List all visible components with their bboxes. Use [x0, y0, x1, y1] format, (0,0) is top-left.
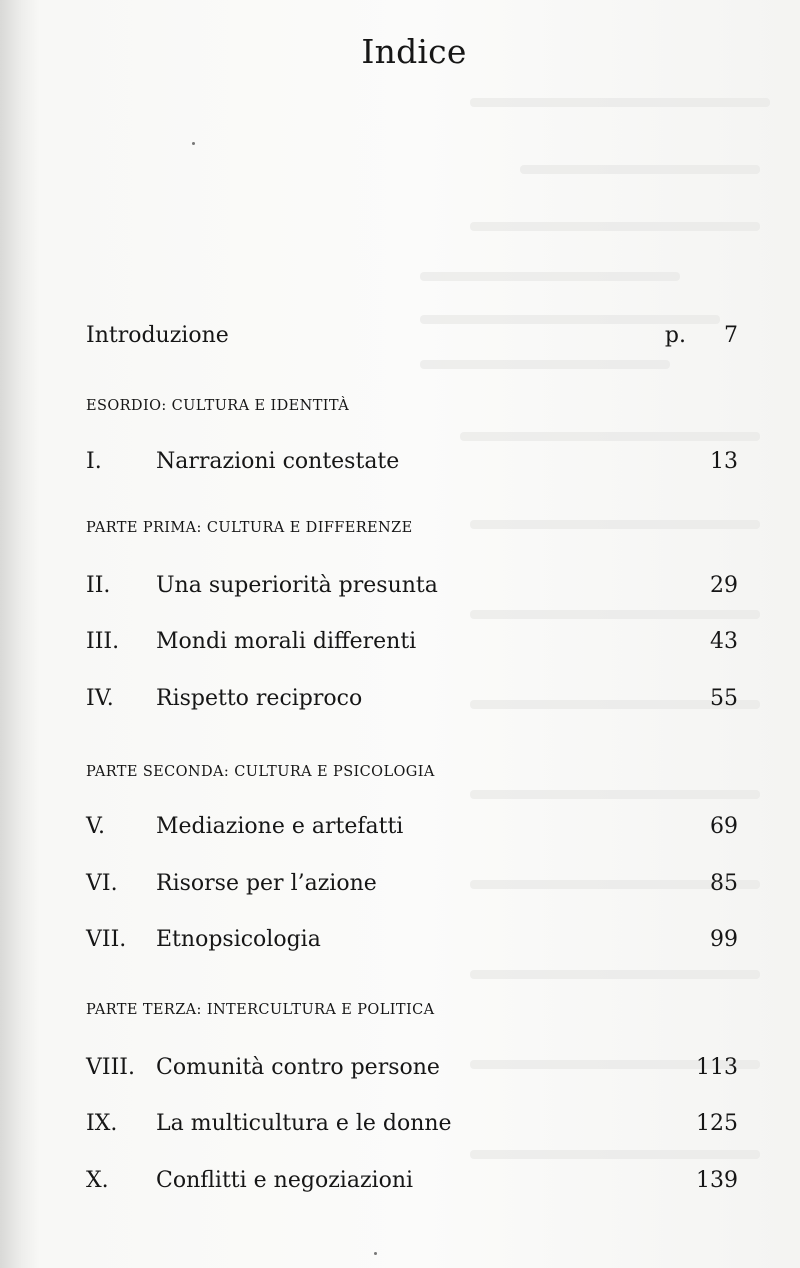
toc-entry[interactable] [86, 566, 738, 606]
chapter-page: 113 [696, 1055, 738, 1080]
toc-entry-introduction[interactable] [86, 316, 738, 356]
chapter-number: X. [86, 1168, 109, 1193]
chapter-title: Narrazioni contestate [156, 449, 400, 474]
page-prefix: p. [664, 323, 686, 348]
toc-entry[interactable] [86, 679, 738, 719]
chapter-page: 139 [696, 1168, 738, 1193]
chapter-number: III. [86, 629, 120, 654]
chapter-page: 99 [710, 927, 738, 952]
chapter-number: II. [86, 573, 111, 598]
chapter-page: 55 [710, 686, 738, 711]
chapter-page: 85 [710, 871, 738, 896]
toc-entry[interactable] [86, 807, 738, 847]
section-heading: PARTE PRIMA: CULTURA E DIFFERENZE [86, 520, 413, 536]
chapter-page: 29 [710, 573, 738, 598]
section-heading: ESORDIO: CULTURA E IDENTITÀ [86, 398, 350, 414]
page-title: Indice [361, 32, 467, 71]
chapter-title: Conflitti e negoziazioni [156, 1168, 414, 1193]
toc-entry-page: 7 [724, 323, 738, 348]
toc-entry[interactable] [86, 920, 738, 960]
toc-entry[interactable] [86, 442, 738, 482]
section-heading: PARTE TERZA: INTERCULTURA E POLITICA [86, 1002, 435, 1018]
toc-entry-label: Introduzione [86, 323, 229, 348]
chapter-page: 125 [696, 1111, 738, 1136]
chapter-page: 69 [710, 814, 738, 839]
chapter-number: VIII. [86, 1055, 135, 1080]
chapter-title: Comunità contro persone [156, 1055, 440, 1080]
toc-entry[interactable] [86, 622, 738, 662]
chapter-title: La multicultura e le donne [156, 1111, 452, 1136]
chapter-title: Mediazione e artefatti [156, 814, 404, 839]
toc-entry[interactable] [86, 1104, 738, 1144]
chapter-number: I. [86, 449, 102, 474]
chapter-title: Una superiorità presunta [156, 573, 438, 598]
toc-entry[interactable] [86, 864, 738, 904]
chapter-number: VII. [86, 927, 127, 952]
toc-entry[interactable] [86, 1048, 738, 1088]
toc-entry[interactable] [86, 1161, 738, 1201]
chapter-title: Mondi morali differenti [156, 629, 417, 654]
chapter-number: IV. [86, 686, 114, 711]
chapter-page: 13 [710, 449, 738, 474]
chapter-title: Etnopsicologia [156, 927, 321, 952]
chapter-number: IX. [86, 1111, 118, 1136]
chapter-title: Risorse per l’azione [156, 871, 377, 896]
section-heading: PARTE SECONDA: CULTURA E PSICOLOGIA [86, 764, 435, 780]
chapter-page: 43 [710, 629, 738, 654]
chapter-title: Rispetto reciproco [156, 686, 363, 711]
chapter-number: VI. [86, 871, 118, 896]
chapter-number: V. [86, 814, 106, 839]
